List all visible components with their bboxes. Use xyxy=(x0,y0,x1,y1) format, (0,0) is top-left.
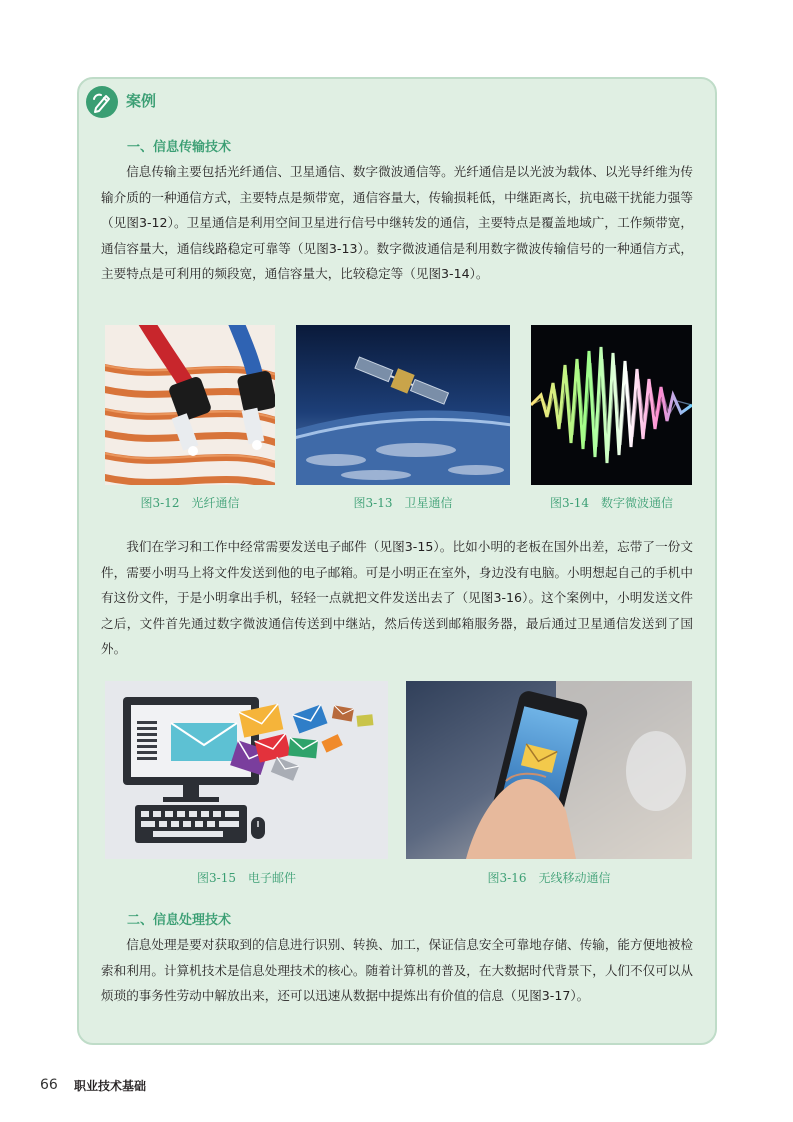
caption-fig-3-12 xyxy=(105,494,275,512)
satellite-image xyxy=(296,325,510,485)
paragraph-processing: 信息处理是要对获取到的信息进行识别、转换、加工，保证信息安全可靠地存储、传输，能方便地被检索和利用。计算机技术是信息处理技术的核心。随着计算机的普及，在大数据时代背景下，人们不仅可以从烦琐的事务性劳动中解放出来，还可以迅速从数据中提炼出有价值的信息（见图3-17）。 xyxy=(101,937,693,1004)
caption-fig-3-13 xyxy=(296,494,510,512)
mobile-phone-image xyxy=(406,681,692,859)
section-heading-transmission: 一、信息传输技术 xyxy=(127,140,232,155)
case-title: 案例 xyxy=(126,92,157,110)
microwave-signal-image xyxy=(531,325,692,485)
caption-title: 光纤通信 xyxy=(191,496,240,510)
caption-number: 图3-16 xyxy=(487,871,527,885)
book-title: 职业技术基础 xyxy=(74,1079,147,1093)
email-image xyxy=(105,681,388,859)
caption-number: 图3-13 xyxy=(353,496,393,510)
caption-fig-3-16 xyxy=(406,869,692,887)
caption-number: 图3-14 xyxy=(550,496,589,510)
caption-title: 数字微波通信 xyxy=(600,496,673,510)
caption-fig-3-15 xyxy=(105,869,388,887)
caption-number: 图3-12 xyxy=(140,496,180,510)
case-pencil-icon xyxy=(86,86,118,118)
caption-title: 电子邮件 xyxy=(247,871,296,885)
caption-number: 图3-15 xyxy=(197,871,236,885)
section-heading-processing: 二、信息处理技术 xyxy=(127,913,232,928)
paragraph-transmission: 信息传输主要包括光纤通信、卫星通信、数字微波通信等。光纤通信是以光波为载体、以光导纤维为传输介质的一种通信方式，主要特点是频带宽，通信容量大，传输损耗低，中继距离长，抗电磁干扰能力强等（见图3-12）。卫星通信是利用空间卫星进行信号中继转发的通信，主要特点是覆盖地域广，工作频带宽，通信容量大，通信线路稳定可靠等（见图3-13）。数字微波通信是利用数字微波传输信号的一种通信方式，主要特点是可利用的频段宽，通信容量大，比较稳定等（见图3-14）。 xyxy=(101,164,693,282)
caption-title: 无线移动通信 xyxy=(538,871,611,885)
paragraph-email-example: 我们在学习和工作中经常需要发送电子邮件（见图3-15）。比如小明的老板在国外出差，忘带了一份文件，需要小明马上将文件发送到他的电子邮箱。可是小明正在室外，身边没有电脑。小明想起自己的手机中有这份文件，于是小明拿出手机，轻轻一点就把文件发送出去了（见图3-16）。这个案例中，小明发送文件之后，文件首先通过数字微波通信传送到中继站，然后传送到邮箱服务器，最后通过卫星通信发送到了国外。 xyxy=(101,539,693,657)
page-number: 66 xyxy=(40,1077,58,1093)
fiber-optic-image xyxy=(105,325,275,485)
caption-title: 卫星通信 xyxy=(404,496,453,510)
caption-fig-3-14 xyxy=(531,494,692,512)
